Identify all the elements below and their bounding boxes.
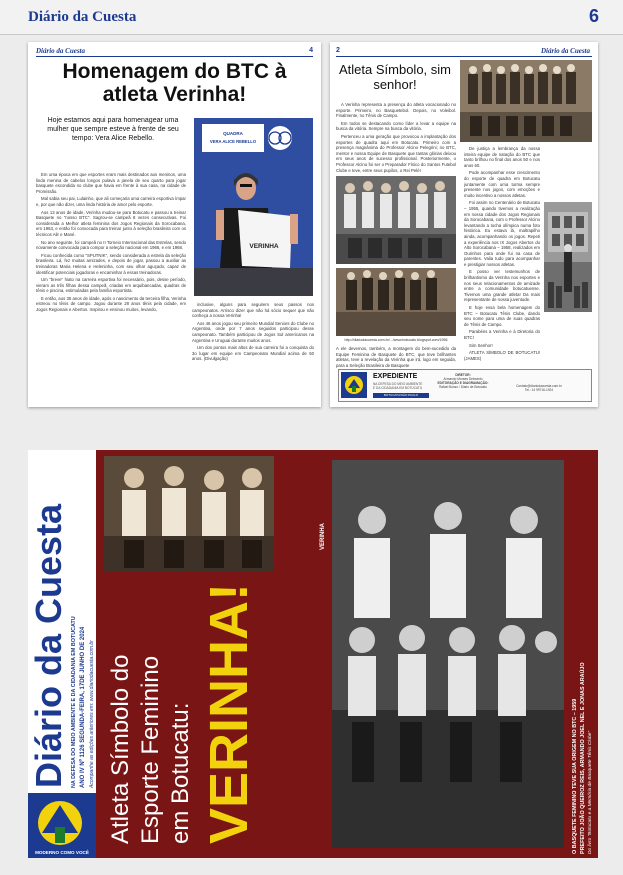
- page-number: 6: [588, 6, 599, 26]
- paragraph: Ficou conhecida como "SPUTNIK", sendo considerada a estrela da seleção brasileira. Lá, fez muitas amizades, e depois de jogar, passou a auxiliar as treinadoras Maria Helena e Heleninha, com seu olhar aguçado, capaz de identificar potenciais jogadoras e encaminhar à essas treinadoras.: [36, 252, 186, 275]
- paragraph: E posso ver testemunhos de brilhantismo da Verinha nos esportes e nos seus relacionamentos de amizade entre a comunidade botucatuense. Tivemos uma grande atleta! Da mais representante de nossa juventude.: [464, 269, 540, 303]
- cover-line-2: Esporte Feminino: [137, 655, 164, 844]
- photo-label-rot: [318, 470, 332, 550]
- team-photo-middle: [336, 176, 456, 264]
- cover-line-3: em Botucatu:: [167, 702, 194, 844]
- article-lead: Hoje estamos aqui para homenagear uma mulher que sempre esteve à frente de seu tempo: Vera Alice Rebello.: [47, 117, 179, 142]
- caption-line-1: O BASQUETE FEMININO TEVE SUA ORIGEM NO BTC – 1959: [572, 698, 578, 854]
- paragraph: Em todos se destacando como líder a levar a equipe na busca da vitória. Sempre na busca da vitória.: [336, 120, 456, 132]
- verinha-photo: [194, 118, 313, 296]
- header-rule: [36, 56, 313, 57]
- team-photo-top: [460, 60, 592, 142]
- front-cover[interactable]: [28, 450, 598, 858]
- article-headline: Atleta Símbolo, sim senhor!: [339, 62, 451, 92]
- photo-credit: Do livro "Botucatu e a Memória de Basquete Tênis Clube": [588, 730, 593, 854]
- team-photo-bottom: [336, 268, 456, 336]
- masthead-slogan: NA DEFESA DO MEIO AMBIENTE E DA CIDADANIA EM BOTUCATU: [71, 616, 77, 788]
- plaque-line2: VERA ALICE REBELLO: [209, 139, 257, 144]
- caption-line-2: PREFEITO JOÃO QUEIROZ REIS, ARMANDO JOEL NEL E JONAS ARAÚJO: [580, 662, 586, 854]
- article-column-2: [192, 302, 314, 402]
- expedient-box: [338, 369, 592, 402]
- shirt-text: VERINHA: [249, 243, 279, 250]
- article-headline: Homenagem do BTC à atleta Verinha!: [62, 60, 287, 106]
- newspaper-logo-icon: [341, 372, 367, 398]
- logo-text: MODERNO COMO VOCÊ: [35, 850, 89, 855]
- paragraph: Pertenceu a uma geração que provocou a implantação dos esportes de quadra aqui em Botucatu. Primeiro com a presença magnânima do Professor Alcino Pelegrini; no BTC, mentor e nossa Equipe de Basquete que tantas glórias deixou em seus anos de sucesso profissional. Posteriormente, o Professor Alcino foi ser o Preparador Físico do Santos Futebol Clube e teve, entre seus pupilos, o Rei Pelé!: [336, 133, 456, 173]
- masthead: [28, 450, 96, 858]
- paragraph: ATLETA SÍMBOLO DE BOTUCATU! (JAMES): [464, 350, 540, 361]
- paragraph: inclusive, alguns para seguirem seus passos nos campeonatos. Arrisco dizer que não há sócio sequer que não conheça a nossa Verinha!: [192, 302, 314, 319]
- masthead-title: Diário da Cuesta: [28, 503, 69, 788]
- paragraph: A Verinha representa a presença do atleta vocacionado no esporte. Primeiro, no Basquetebol. Depois, no Voleibol. Finalmente, no Tênis de Campo.: [336, 102, 456, 119]
- paragraph: Um dos pontos mais altos de sua carreira foi a conquista do 3o lugar em equipe em Campeonato Mundial acima de 50 anos. (Divulgação): [192, 345, 314, 362]
- photo-label: VERINHA: [320, 522, 326, 550]
- cover-team-photo: [332, 460, 564, 848]
- cover-line-1: Atleta Símbolo do: [107, 654, 134, 844]
- cover-caption: [568, 458, 598, 858]
- contact-phone: Tel.: 14 99716-1924: [524, 388, 554, 392]
- page-4-panel[interactable]: [28, 42, 321, 407]
- paragraph: De justiça a lembrança da nossa inteira equipe de natação do BTC que tanto brilhou no final dos anos 50 e nos anos 60.: [464, 146, 540, 168]
- running-title: Diário da Cuesta: [540, 47, 590, 55]
- page-number-left: 4: [309, 47, 313, 54]
- paragraph: E hoje essa bela homenagem do BTC – Botucatu Tênis Clube, dando seu nome para uma de suas quadras de Tênis de Campo.: [464, 305, 540, 327]
- page-2-panel[interactable]: [330, 42, 598, 407]
- cover-headline: [106, 454, 271, 854]
- paragraph: Um "breve" hiato na carreira esportiva foi necessário, pois, desse período, vieram as três filhas dessa campeã, criadas em arquibancadas, quadras de tênis e piscina, estimuladas pela família esportista.: [36, 277, 186, 294]
- director-label: DIRETOR:: [455, 373, 471, 377]
- paragraph: Foi assim no Centenário de Botucatu – 1955, quando tivemos a realização em nossa cidade dos Jogos Regionais da Sorocabana, com o Professor Alcino levantando a tocha olímpica numa foto histórica. Eu estava lá, maltrapilho ainda, acompanhando os jogos. Repeti a experiência nos IX Jogos Abertos do Alto Sorocabana – 1958, realizados em Ourinhos para onde fui na casa de parentes. Valia tudo para acompanhar e prestigiar nossos atletas.: [464, 200, 540, 267]
- running-title: Diário da Cuesta: [36, 47, 86, 55]
- expedient-director: [437, 373, 489, 389]
- expedient-subtitle: NA DEFESA DO MEIO AMBIENTE E DA CIDADANIA EM BOTUCATU: [373, 382, 423, 390]
- paragraph: Em uma época em que esportes eram mais destinados aos meninos, uma linda menina de cabelos longos pulava a janela de seu quarto para jogar basquete escondida no clube que havia em frente à sua casa, na cidade de Promissão.: [36, 172, 186, 194]
- expedient-title: EXPEDIENTE: [373, 373, 418, 380]
- paragraph: No ano seguinte, foi campeã no II Torneio Internacional das Estrelas, sendo novamente convocada para compor a seleção nacional em 1966, e em 1968.: [36, 239, 186, 251]
- expedient-contact: [493, 384, 585, 392]
- page-number-right: 2: [336, 47, 340, 54]
- paragraph: Sim Senhor!: [469, 342, 493, 348]
- paragraph: Aos 46 anos jogou seu primeiro Mundial Seniors do Clube no Argentina, onde por 7 anos seguidos participou desse campeonato. Também participou de Jogos Sul americanos na Argentina e Uruguai durante muitos anos.: [192, 320, 314, 343]
- torch-photo: [544, 202, 592, 312]
- editorial-name: Rafael Bosso / Diario de Botucatu: [439, 385, 487, 389]
- editorial-label: EDITORAÇÃO E DIAGRAMAÇÃO:: [437, 381, 489, 385]
- paragraph: Parabéns a Verinha e à Diretoria do BTC!: [464, 329, 540, 340]
- cover-name: VERINHA!: [199, 582, 259, 844]
- director-name: Armando Moraes Delmanto: [443, 377, 483, 381]
- article-column-1: [36, 172, 186, 402]
- masthead-rotated: [28, 450, 96, 858]
- paragraph: Mal sabia seu pai, Lulainho, que ali começaria uma carreira esportiva ímpar e, por que não dizer, uma linda história de amor pelo esporte.: [36, 196, 186, 207]
- header-title: Diário da Cuesta: [28, 9, 137, 25]
- paragraph: Pode acompanhar esse crescimento do esporte de quadra em Botucatu juntamente com uma turma sempre presente nos jogos, com emoções e muito incentivo a nossos atletas.: [464, 170, 540, 198]
- header-rule: [336, 56, 592, 57]
- issue-line: ANO IV Nº 1126 SEGUNDA-FEIRA, 17DE JUNHO DE 2024: [80, 626, 86, 788]
- plaque-line1: QUADRA: [223, 131, 243, 136]
- paragraph: E então, aos 35 anos de idade, após o nascimento da terceira filha, Verinha estreou no tênis de campo. Jogou durante 28 anos tênis pela cidade, em Jogos Regionais e Abertos. Inspirou e ensinou muitos, levando,: [36, 295, 186, 313]
- expedient-tag: BOTUCATU/SÃO PAULO: [373, 393, 429, 398]
- article-column-2: [464, 146, 540, 366]
- contact-email: Contato@diariodacuesta.com.br: [516, 384, 562, 388]
- archive-link[interactable]: Acompanhe as edições anteriores em: www.diariodacuesta.com.br: [89, 640, 95, 788]
- paragraph: Aos 13 anos de idade, Verinha mudou-se para Botucatu e passou a treinar Basquete no "nosso BTC". Sagrou-se campeã 8 vezes consecutivas. Foi considerada a Melhor atleta feminina dos Jogos Regionais da Sorocabana, em 1963, e então foi convocada para treinar junto à seleção brasileira com os técnicos Alir e Mané.: [36, 209, 186, 237]
- photo-caption: A ele devemos, também, a montagem do bem-sucedido da Equipe Feminina de Basquete do BTC, que teve brilhantes atletas, teve a revelação da Verinha que irá, logo em seguida, para a Seleção Brasileira de Basquete: [336, 346, 456, 368]
- viewer-header: [0, 0, 623, 35]
- photo-url: http://diariodacuesta.com.br/.../www.botucatu.blogspot.com/1956: [344, 338, 448, 342]
